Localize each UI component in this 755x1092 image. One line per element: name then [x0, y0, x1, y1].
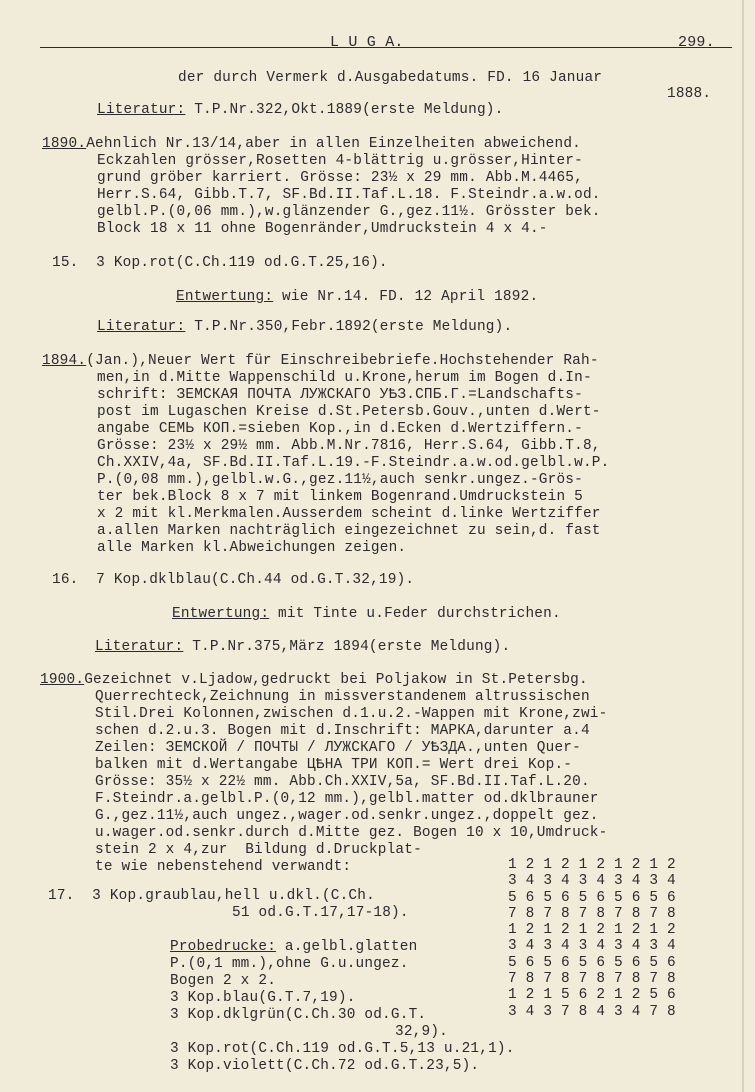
proof-heading [170, 939, 417, 956]
text-line: P.(0,08 mm.),gelbl.w.G.,gez.11½,auch senkr.ungez.-Grös- [97, 472, 583, 488]
grid-row: 3 4 3 7 8 4 3 4 7 8 [508, 1003, 676, 1020]
grid-row: 5 6 5 6 5 6 5 6 5 6 [508, 889, 676, 906]
text-line: Grösse: 23½ x 29½ mm. Abb.M.Nr.7816, Herr.S.64, Gibb.T.8, [97, 438, 601, 454]
text-line: te wie nebenstehend verwandt: [95, 859, 352, 875]
plate-layout-grid [508, 857, 676, 1020]
text-line: grund gröber karriert. Grösse: 23½ x 29 mm. Abb.M.4465, [97, 170, 583, 186]
text-line: der durch Vermerk d.Ausgabedatums. FD. 16 Januar [178, 70, 603, 86]
literature-label: Literatur: [97, 102, 186, 118]
entry-text: (Jan.),Neuer Wert für Einschreibebriefe.Hochstehender Rah- [86, 353, 599, 369]
text-line: angabe СЕМЬ КОП.=sieben Kop.,in d.Ecken d.Wertziffern.- [97, 421, 583, 437]
grid-row: 7 8 7 8 7 8 7 8 7 8 [508, 971, 676, 988]
text-line: post im Lugaschen Kreise d.St.Petersb.Gouv.,unten d.Wert- [97, 404, 601, 420]
entry-heading [42, 136, 581, 153]
literature-text: T.P.Nr.375,März 1894(erste Meldung). [183, 639, 511, 655]
grid-row: 1 2 1 5 6 2 1 2 5 6 [508, 987, 676, 1004]
text-line: schen d.2.u.3. Bogen mit d.Inschrift: МАРКА,darunter a.4 [95, 723, 590, 739]
cancellation-line [172, 606, 561, 623]
entry-text: Gezeichnet v.Ljadow,gedruckt bei Poljakow in St.Petersbg. [84, 672, 588, 688]
entry-year: 1900. [40, 672, 85, 688]
page-edge-shadow [742, 0, 744, 1092]
text-line: x 2 mit kl.Merkmalen.Ausserdem scheint d.linke Wertziffer [97, 506, 601, 522]
literature-label: Literatur: [97, 319, 186, 335]
header-rule [40, 47, 732, 48]
proof-item: 3 Kop.dklgrün(C.Ch.30 od.G.T. [170, 1007, 427, 1023]
text-line: balken mit d.Wertangabe ЦѢНА ТРИ КОП.= Wert drei Kop.- [95, 757, 573, 773]
text-line: a.allen Marken nachträglich eingezeichnet zu sein,d. fast [97, 523, 601, 539]
text-line: 32,9). [395, 1024, 449, 1040]
cancellation-text: wie Nr.14. FD. 12 April 1892. [273, 289, 539, 305]
text-line: gelbl.P.(0,06 mm.),w.glänzender G.,gez.11½. Grösster bek. [97, 204, 601, 220]
cancellation-line [176, 289, 538, 306]
grid-row: 1 2 1 2 1 2 1 2 1 2 [508, 857, 676, 873]
stamp-listing: 16. 7 Kop.dklblau(C.Ch.44 od.G.T.32,19). [52, 572, 415, 588]
text-line: Grösse: 35½ x 22½ mm. Abb.Ch.XXIV,5a, SF.Bd.II.Taf.L.20. [95, 774, 590, 790]
text-line: alle Marken kl.Abweichungen zeigen. [97, 540, 407, 556]
grid-row: 3 4 3 4 3 4 3 4 3 4 [508, 873, 676, 890]
text-line: Querrechteck,Zeichnung in missverstandenem altrussischen [95, 689, 590, 705]
entry-year: 1894. [42, 353, 87, 369]
proof-label: Probedrucke: [170, 939, 277, 955]
proof-text: a.gelbl.glatten [276, 939, 418, 955]
literature-line [97, 319, 512, 336]
text-line: Zeilen: ЗЕМСКОЙ / ПОЧТЫ / ЛУЖСКАГО / УѢЗДА.,unten Quer- [95, 740, 581, 756]
grid-row: 3 4 3 4 3 4 3 4 3 4 [508, 938, 676, 955]
proof-item: 3 Kop.blau(G.T.7,19). [170, 990, 356, 1006]
text-line: Bogen 2 x 2. [170, 973, 277, 989]
proof-item: 3 Kop.rot(C.Ch.119 od.G.T.5,13 u.21,1). [170, 1041, 515, 1057]
text-line: men,in d.Mitte Wappenschild u.Krone,herum im Bogen d.In- [97, 370, 592, 386]
grid-row: 7 8 7 8 7 8 7 8 7 8 [508, 905, 676, 922]
text-line: P.(0,1 mm.),ohne G.u.ungez. [170, 956, 409, 972]
text-line: Block 18 x 11 ohne Bogenränder,Umdruckstein 4 x 4.- [97, 221, 548, 237]
cancellation-label: Entwertung: [176, 289, 274, 305]
text-line: ter bek.Block 8 x 7 mit linkem Bogenrand.Umdruckstein 5 [97, 489, 583, 505]
literature-label: Literatur: [95, 639, 184, 655]
page-number: 299. [678, 34, 715, 51]
text-line: 1888. [667, 86, 712, 102]
text-line: 51 od.G.T.17,17-18). [232, 905, 409, 921]
entry-year: 1890. [42, 136, 87, 152]
entry-text: Aehnlich Nr.13/14,aber in allen Einzelheiten abweichend. [86, 136, 581, 152]
stamp-listing: 17. 3 Kop.graublau,hell u.dkl.(C.Ch. [48, 888, 375, 904]
text-line: F.Steindr.a.gelbl.P.(0,12 mm.),gelbl.matter od.dklbrauner [95, 791, 599, 807]
text-line: Stil.Drei Kolonnen,zwischen d.1.u.2.-Wappen mit Krone,zwi- [95, 706, 608, 722]
literature-line [95, 639, 510, 656]
grid-row: 5 6 5 6 5 6 5 6 5 6 [508, 954, 676, 971]
text-line: G.,gez.11½,auch ungez.,wager.od.senkr.ungez.,doppelt gez. [95, 808, 599, 824]
text-line: Ch.XXIV,4a, SF.Bd.II.Taf.L.19.-F.Steindr.a.w.od.gelbl.w.P. [97, 455, 610, 471]
text-line: Herr.S.64, Gibb.T.7, SF.Bd.II.Taf.L.18. F.Steindr.a.w.od. [97, 187, 601, 203]
text-line: u.wager.od.senkr.durch d.Mitte gez. Bogen 10 x 10,Umdruck- [95, 825, 608, 841]
entry-heading [40, 672, 588, 689]
text-line: schrift: ЗЕМСКАЯ ПОЧТА ЛУЖСКАГО УѢЗ.СПБ.Г.=Landschafts- [97, 387, 583, 403]
proof-item: 3 Kop.violett(C.Ch.72 od.G.T.23,5). [170, 1058, 480, 1074]
cancellation-text: mit Tinte u.Feder durchstrichen. [269, 606, 561, 622]
entry-heading [42, 353, 599, 370]
literature-text: T.P.Nr.350,Febr.1892(erste Meldung). [185, 319, 513, 335]
literature-line [97, 102, 503, 119]
text-line: stein 2 x 4,zur Bildung d.Druckplat- [95, 842, 422, 858]
grid-row: 1 2 1 2 1 2 1 2 1 2 [508, 922, 676, 939]
literature-text: T.P.Nr.322,Okt.1889(erste Meldung). [185, 102, 504, 118]
cancellation-label: Entwertung: [172, 606, 270, 622]
text-line: Eckzahlen grösser,Rosetten 4-blättrig u.grösser,Hinter- [97, 153, 583, 169]
page-title: L U G A. [330, 34, 404, 51]
stamp-listing: 15. 3 Kop.rot(C.Ch.119 od.G.T.25,16). [52, 255, 388, 271]
